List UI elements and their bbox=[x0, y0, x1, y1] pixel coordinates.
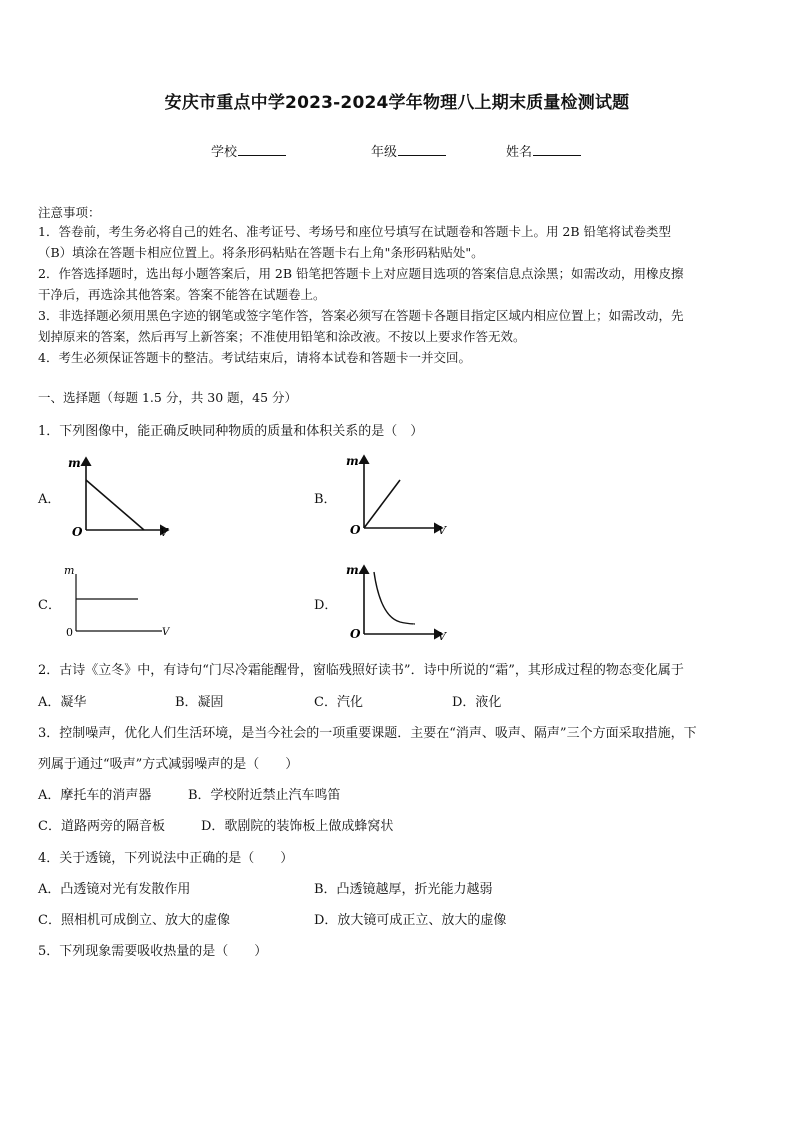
q3-option-b: B．学校附近禁止汽车鸣笛 bbox=[188, 788, 341, 803]
q2-option-c: C．汽化 bbox=[314, 695, 363, 710]
question-3-stem-line1: 3．控制噪声，优化人们生活环境，是当今社会的一项重要课题．主要在“消声、吸声、隔声”三个方面采取措施，下 bbox=[38, 726, 697, 741]
page-title: 安庆市重点中学2023-2024学年物理八上期末质量检测试题 bbox=[164, 93, 630, 113]
origin-label: 0 bbox=[66, 626, 73, 639]
graph-b bbox=[338, 450, 468, 540]
y-axis-label: m bbox=[64, 564, 75, 577]
name-blank bbox=[533, 142, 581, 156]
y-axis-label: m bbox=[346, 563, 359, 577]
q2-option-b: B．凝固 bbox=[175, 695, 224, 710]
grade-blank bbox=[398, 142, 446, 156]
school-blank bbox=[238, 142, 286, 156]
note-line: （B）填涂在答题卡相应位置上。将条形码粘贴在答题卡右上角"条形码粘贴处"。 bbox=[38, 245, 484, 260]
section-heading: 一、选择题（每题 1.5 分，共 30 题，45 分） bbox=[38, 390, 298, 405]
q1-option-a-label: A． bbox=[38, 492, 61, 507]
grade-label: 年级 bbox=[371, 145, 398, 160]
q1-option-b-label: B． bbox=[314, 492, 337, 507]
note-line: 2．作答选择题时，选出每小题答案后，用 2B 铅笔把答题卡上对应题目选项的答案信息点涂黑；如需改动，用橡皮擦 bbox=[38, 266, 684, 281]
school-label: 学校 bbox=[211, 145, 238, 160]
question-5-stem: 5．下列现象需要吸收热量的是（ ） bbox=[38, 944, 268, 959]
note-line: 干净后，再选涂其他答案。答案不能答在试题卷上。 bbox=[38, 287, 326, 302]
q2-option-a: A．凝华 bbox=[38, 695, 87, 710]
graph-c bbox=[58, 558, 188, 642]
graph-curve bbox=[374, 572, 414, 624]
name-label: 姓名 bbox=[506, 145, 533, 160]
grade-field bbox=[371, 141, 446, 160]
q3-option-c: C．道路两旁的隔音板 bbox=[38, 819, 165, 834]
q4-option-a: A．凸透镜对光有发散作用 bbox=[38, 882, 191, 897]
q4-option-c: C．照相机可成倒立、放大的虚像 bbox=[38, 913, 230, 928]
q3-option-d: D．歌剧院的装饰板上做成蜂窝状 bbox=[201, 819, 394, 834]
note-line: 划掉原来的答案，然后再写上新答案；不准使用铅笔和涂改液。不按以上要求作答无效。 bbox=[38, 329, 526, 344]
q4-option-d: D．放大镜可成正立、放大的虚像 bbox=[314, 913, 507, 928]
graph-line bbox=[86, 480, 144, 530]
note-line: 4．考生必须保证答题卡的整洁。考试结束后，请将本试卷和答题卡一并交回。 bbox=[38, 350, 471, 365]
q4-option-b: B．凸透镜越厚，折光能力越弱 bbox=[314, 882, 493, 897]
note-line: 3．非选择题必须用黑色字迹的钢笔或签字笔作答，答案必须写在答题卡各题目指定区域内相应位置上；如需改动，先 bbox=[38, 308, 684, 323]
origin-label: O bbox=[350, 627, 361, 641]
graph-line bbox=[364, 480, 400, 528]
q3-option-a: A．摩托车的消声器 bbox=[38, 788, 152, 803]
x-axis-label: V bbox=[438, 524, 446, 537]
graph-a bbox=[58, 450, 188, 540]
x-axis-label: V bbox=[160, 526, 168, 539]
q1-option-d-label: D． bbox=[314, 598, 338, 613]
q2-option-d: D．液化 bbox=[452, 695, 502, 710]
note-line: 1．答卷前，考生务必将自己的姓名、准考证号、考场号和座位号填写在试题卷和答题卡上。用 2B 铅笔将试卷类型 bbox=[38, 224, 672, 239]
question-4-stem: 4．关于透镜，下列说法中正确的是（ ） bbox=[38, 851, 294, 866]
notes-heading: 注意事项： bbox=[38, 205, 101, 220]
origin-label: O bbox=[350, 523, 361, 537]
graph-d bbox=[338, 560, 468, 642]
question-2-stem: 2．古诗《立冬》中，有诗句“门尽冷霜能醒骨，窗临残照好读书”．诗中所说的“霜”，其形成过程的物态变化属于 bbox=[38, 663, 684, 678]
y-axis-label: m bbox=[68, 456, 81, 470]
question-3-stem-line2: 列属于通过“吸声”方式减弱噪声的是（ ） bbox=[38, 757, 299, 772]
school-field bbox=[211, 141, 286, 160]
name-field bbox=[506, 141, 581, 160]
q1-option-c-label: C． bbox=[38, 598, 61, 613]
y-axis-label: m bbox=[346, 454, 359, 468]
x-axis-label: V bbox=[162, 627, 170, 638]
origin-label: O bbox=[72, 525, 83, 539]
x-axis-label: V bbox=[438, 630, 446, 642]
question-1-stem: 1．下列图像中，能正确反映同种物质的质量和体积关系的是（ ） bbox=[38, 424, 424, 439]
